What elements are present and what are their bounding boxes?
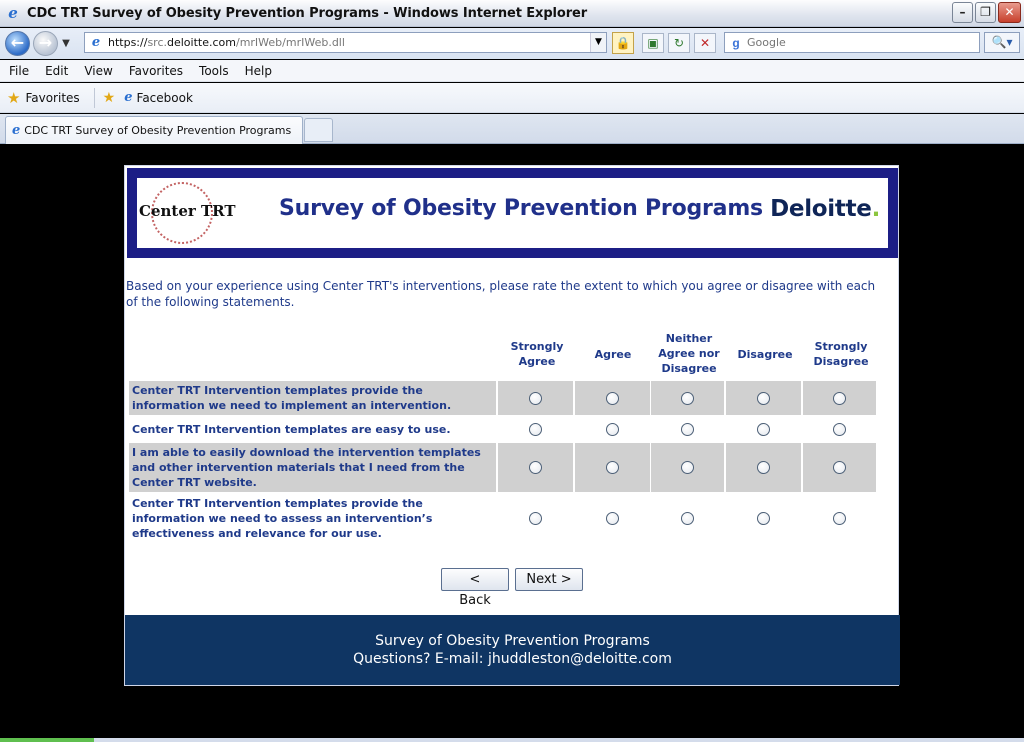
question-row bbox=[129, 381, 874, 415]
new-tab-button[interactable] bbox=[304, 118, 333, 142]
compatibility-view-icon[interactable]: ▣ bbox=[642, 33, 664, 53]
ie-logo-icon: e bbox=[8, 4, 18, 22]
option-cell bbox=[498, 416, 573, 442]
next-button[interactable]: Next > bbox=[515, 568, 583, 591]
close-button[interactable]: ✕ bbox=[998, 2, 1021, 23]
option-cell bbox=[803, 493, 876, 543]
deloitte-dot: . bbox=[871, 196, 880, 222]
refresh-icon[interactable]: ↻ bbox=[668, 33, 690, 53]
survey-instructions: Based on your experience using Center TRT's interventions, please rate the extent to which you agree or disagree with each of the following statements. bbox=[126, 279, 876, 309]
url-scheme: https:// bbox=[108, 36, 148, 49]
forward-nav-button[interactable]: → bbox=[33, 31, 58, 56]
radio-neither[interactable] bbox=[681, 392, 694, 405]
menu-bar bbox=[0, 60, 1024, 82]
survey-panel bbox=[124, 165, 899, 686]
favorites-button[interactable]: Favorites bbox=[25, 90, 80, 105]
search-input[interactable] bbox=[747, 36, 967, 49]
option-cell bbox=[651, 493, 724, 543]
radio-agree[interactable] bbox=[606, 461, 619, 474]
tab-bar bbox=[0, 114, 1024, 144]
radio-neither[interactable] bbox=[681, 423, 694, 436]
radio-strongly-disagree[interactable] bbox=[833, 461, 846, 474]
radio-agree[interactable] bbox=[606, 423, 619, 436]
menu-view[interactable]: View bbox=[84, 63, 113, 78]
tab-page-icon: e bbox=[12, 123, 21, 138]
option-cell bbox=[575, 493, 650, 543]
radio-strongly-agree[interactable] bbox=[529, 423, 542, 436]
logo-text: Center TRT bbox=[139, 202, 236, 220]
favorites-star-icon[interactable]: ★ bbox=[7, 88, 21, 107]
window-controls bbox=[952, 2, 1021, 23]
center-trt-logo bbox=[137, 178, 277, 248]
radio-disagree[interactable] bbox=[757, 512, 770, 525]
radio-strongly-agree[interactable] bbox=[529, 461, 542, 474]
page-icon: e bbox=[91, 35, 101, 50]
header-agree: Agree bbox=[594, 348, 632, 361]
address-toolbar bbox=[0, 28, 1024, 59]
google-icon: g bbox=[732, 35, 740, 50]
url-subdomain: src. bbox=[147, 36, 167, 49]
survey-title: Survey of Obesity Prevention Programs bbox=[279, 196, 763, 221]
question-row bbox=[129, 443, 874, 492]
option-cell bbox=[726, 381, 801, 415]
minimize-button[interactable]: – bbox=[952, 2, 973, 23]
radio-disagree[interactable] bbox=[757, 461, 770, 474]
header-disagree: Disagree bbox=[737, 348, 793, 361]
favorites-divider bbox=[94, 88, 95, 108]
window-titlebar bbox=[0, 0, 1024, 27]
back-button[interactable]: < Back bbox=[441, 568, 509, 591]
radio-strongly-disagree[interactable] bbox=[833, 392, 846, 405]
search-field[interactable] bbox=[724, 32, 980, 53]
survey-footer bbox=[125, 615, 900, 685]
option-cell bbox=[498, 443, 573, 492]
option-cell bbox=[575, 381, 650, 415]
menu-file[interactable]: File bbox=[9, 63, 30, 78]
option-cell bbox=[498, 381, 573, 415]
option-cell bbox=[498, 493, 573, 543]
header-neither: Neither Agree nor Disagree bbox=[658, 332, 720, 375]
option-cell bbox=[651, 416, 724, 442]
option-cell bbox=[726, 493, 801, 543]
deloitte-logo bbox=[770, 196, 880, 222]
menu-tools[interactable]: Tools bbox=[199, 63, 229, 78]
footer-contact: Questions? E-mail: jhuddleston@deloitte.com bbox=[353, 651, 672, 667]
status-bar bbox=[0, 738, 1024, 742]
deloitte-wordmark: Deloitte bbox=[770, 196, 872, 222]
menu-help[interactable]: Help bbox=[244, 63, 272, 78]
header-strongly-agree: Strongly Agree bbox=[510, 340, 564, 368]
option-cell bbox=[726, 443, 801, 492]
back-nav-button[interactable]: ← bbox=[5, 31, 30, 56]
option-cell bbox=[726, 416, 801, 442]
radio-strongly-agree[interactable] bbox=[529, 392, 542, 405]
question-row bbox=[129, 493, 874, 543]
tab-label: CDC TRT Survey of Obesity Prevention Programs bbox=[24, 124, 292, 137]
navigation-buttons bbox=[441, 568, 583, 608]
option-cell bbox=[575, 443, 650, 492]
tab-survey[interactable] bbox=[5, 116, 303, 144]
url-text[interactable] bbox=[108, 36, 345, 49]
option-cell bbox=[803, 381, 876, 415]
stop-icon[interactable]: ✕ bbox=[694, 33, 716, 53]
question-text: I am able to easily download the intervention templates and other intervention materials that I need from the Center TRT website. bbox=[129, 443, 496, 492]
question-text: Center TRT Intervention templates provide the information we need to implement an intervention. bbox=[129, 381, 496, 415]
option-cell bbox=[651, 381, 724, 415]
add-favorite-icon[interactable]: ★ bbox=[102, 89, 116, 106]
radio-agree[interactable] bbox=[606, 392, 619, 405]
address-dropdown-icon[interactable]: ▼ bbox=[590, 33, 606, 52]
footer-title: Survey of Obesity Prevention Programs bbox=[375, 633, 650, 649]
menu-favorites[interactable]: Favorites bbox=[128, 63, 184, 78]
survey-banner bbox=[127, 168, 898, 258]
question-row bbox=[129, 416, 874, 442]
window-title: CDC TRT Survey of Obesity Prevention Programs - Windows Internet Explorer bbox=[27, 5, 588, 21]
radio-disagree[interactable] bbox=[757, 423, 770, 436]
facebook-page-icon: e bbox=[124, 90, 133, 105]
search-icon[interactable]: 🔍▾ bbox=[984, 32, 1020, 53]
radio-strongly-disagree[interactable] bbox=[833, 423, 846, 436]
menu-edit[interactable]: Edit bbox=[45, 63, 69, 78]
lock-icon[interactable]: 🔒 bbox=[612, 32, 634, 54]
option-cell bbox=[803, 416, 876, 442]
status-progress bbox=[0, 738, 94, 742]
favorite-link-facebook[interactable]: Facebook bbox=[136, 90, 193, 105]
address-field[interactable] bbox=[84, 32, 607, 53]
recent-pages-dropdown-icon[interactable]: ▼ bbox=[62, 38, 70, 49]
radio-strongly-disagree[interactable] bbox=[833, 512, 846, 525]
url-path: /mrIWeb/mrIWeb.dll bbox=[235, 36, 345, 49]
radio-neither[interactable] bbox=[681, 512, 694, 525]
radio-agree[interactable] bbox=[606, 512, 619, 525]
option-cell bbox=[575, 416, 650, 442]
option-cell bbox=[803, 443, 876, 492]
radio-strongly-agree[interactable] bbox=[529, 512, 542, 525]
radio-disagree[interactable] bbox=[757, 392, 770, 405]
question-text: Center TRT Intervention templates are easy to use. bbox=[132, 422, 451, 436]
option-cell bbox=[651, 443, 724, 492]
banner-inner bbox=[137, 178, 888, 248]
restore-button[interactable]: ❐ bbox=[975, 2, 996, 23]
page-viewport bbox=[2, 145, 1022, 742]
radio-neither[interactable] bbox=[681, 461, 694, 474]
favorites-bar bbox=[0, 83, 1024, 113]
url-host: deloitte.com bbox=[167, 36, 236, 49]
header-strongly-disagree: Strongly Disagree bbox=[813, 340, 869, 368]
question-text: Center TRT Intervention templates provide the information we need to assess an intervention’s effectiveness and relevance for our use. bbox=[132, 496, 433, 540]
